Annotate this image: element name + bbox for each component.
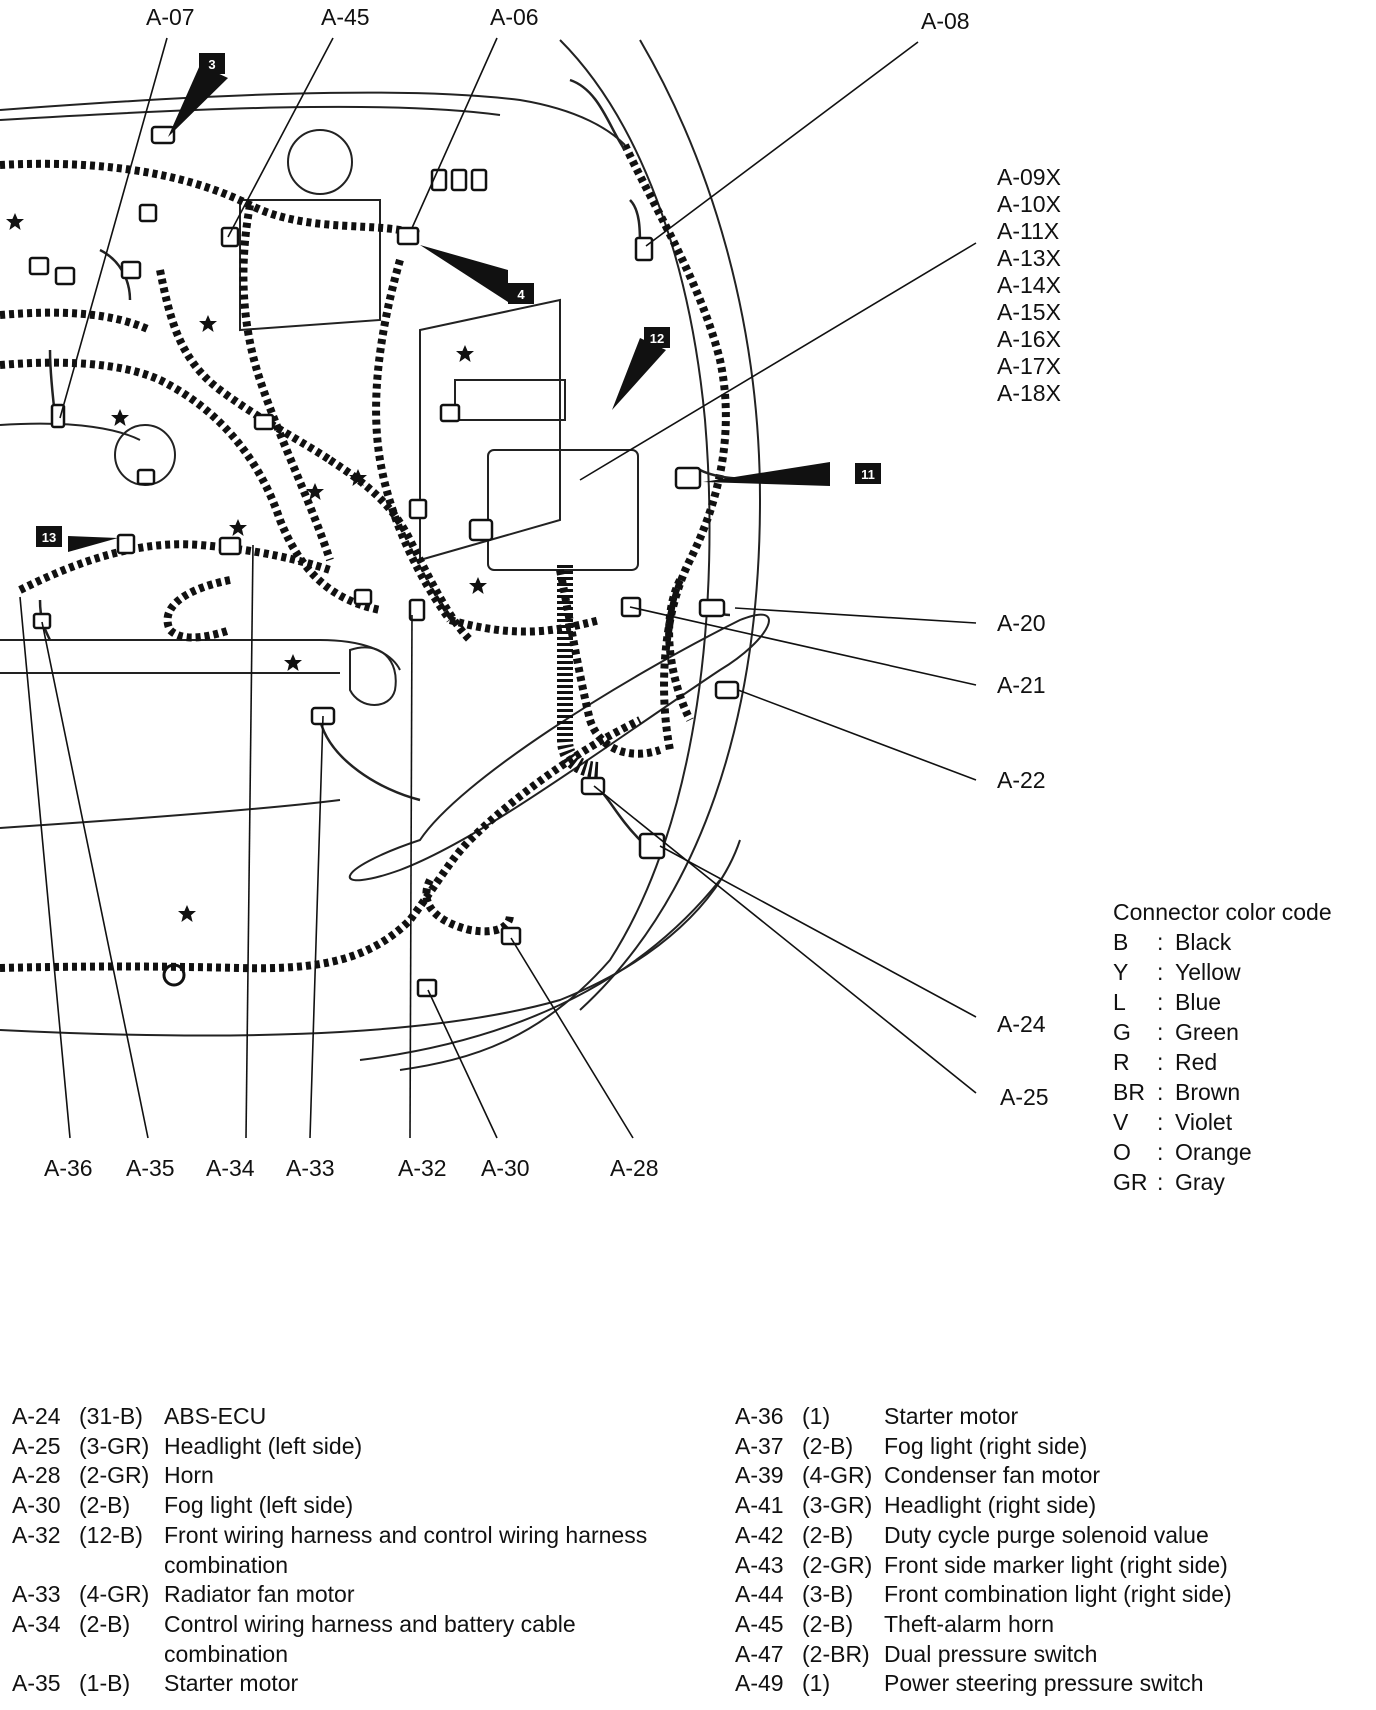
callout-a35: A-35 [126,1155,175,1181]
legend-row [735,1521,1304,1551]
color-code-row [1113,957,1332,987]
callout-a32: A-32 [398,1155,447,1181]
callout-a22: A-22 [997,767,1046,793]
thin-wires [40,80,780,840]
callout-a30: A-30 [481,1155,530,1181]
legend-desc: Front side marker light (right side) [884,1551,1228,1578]
legend-spec: (31-B) [79,1403,143,1429]
legend-spec: (12-B) [79,1521,143,1548]
legend-spec: (3-GR) [79,1432,150,1459]
color-sep: : [1157,1109,1164,1135]
legend-id: A-41 [735,1492,784,1519]
legend-spec: (4-GR) [802,1462,873,1489]
legend-row [12,1669,664,1699]
flag-12: 12 [649,331,665,346]
callout-a07: A-07 [146,4,195,30]
legend-row [735,1402,1304,1432]
color-sep: : [1157,1049,1164,1075]
color-code: O [1113,1139,1131,1165]
legend-id: A-34 [12,1610,61,1637]
legend-row [735,1640,1304,1670]
flag-13: 13 [41,530,57,545]
callout-a21: A-21 [997,672,1046,698]
color-name: Brown [1175,1079,1241,1105]
callout-a11x: A-11X [997,218,1060,244]
legend-row [12,1491,664,1521]
callout-a14x: A-14X [997,272,1061,298]
legend-row [735,1610,1304,1640]
legend-id: A-30 [12,1492,61,1519]
legend-spec: (2-GR) [79,1462,150,1489]
legend-desc: ABS-ECU [164,1403,267,1429]
callout-a17x: A-17X [997,353,1061,379]
legend-desc: Starter motor [164,1670,299,1697]
flag-11: 11 [861,467,875,482]
color-name: Blue [1175,989,1222,1015]
color-sep: : [1157,959,1164,985]
legend-row [12,1580,664,1610]
legend-row [12,1432,664,1462]
legend-spec: (2-B) [802,1432,854,1459]
legend-desc: Radiator fan motor [164,1581,355,1608]
color-name: Orange [1175,1139,1252,1165]
callout-a28: A-28 [610,1155,659,1181]
color-name: Violet [1175,1109,1233,1135]
legend-row [735,1461,1304,1491]
legend-id: A-36 [735,1403,784,1429]
callout-a06: A-06 [490,4,539,30]
color-name: Black [1175,929,1232,955]
color-sep: : [1157,1019,1164,1045]
legend-desc: Fog light (left side) [164,1492,354,1519]
color-name: Green [1175,1019,1239,1045]
color-sep: : [1157,1169,1164,1195]
callout-a15x: A-15X [997,299,1061,325]
color-code-row [1113,1137,1332,1167]
legend-id: A-32 [12,1521,61,1548]
legend-spec: (3-B) [802,1581,854,1608]
legend-desc: Front wiring harness and control wiring harness combination [164,1521,648,1578]
legend-spec: (1) [802,1403,831,1429]
color-sep: : [1157,1139,1164,1165]
legend-spec: (1-B) [79,1670,131,1697]
legend-row [735,1491,1304,1521]
color-code: GR [1113,1169,1148,1195]
connector-legend-right [735,1402,1304,1699]
callout-a34: A-34 [206,1155,255,1181]
legend-row [12,1610,664,1669]
legend-desc: Power steering pressure switch [884,1670,1204,1697]
flag-markers [68,65,830,552]
callout-a13x: A-13X [997,245,1061,271]
color-sep: : [1157,929,1164,955]
legend-id: A-25 [12,1432,61,1459]
legend-spec: (2-B) [79,1610,131,1637]
callout-a10x: A-10X [997,191,1061,217]
legend-id: A-24 [12,1403,61,1429]
color-name: Yellow [1175,959,1241,985]
color-code: B [1113,929,1129,955]
legend-row [12,1402,664,1432]
callout-a09x: A-09X [997,164,1061,190]
legend-spec: (3-GR) [802,1492,873,1519]
callout-a36: A-36 [44,1155,93,1181]
legend-id: A-43 [735,1551,784,1578]
color-code-row [1113,1047,1332,1077]
legend-id: A-42 [735,1521,784,1548]
legend-id: A-45 [735,1610,784,1637]
legend-row [735,1580,1304,1610]
color-name: Gray [1175,1169,1225,1195]
legend-desc: Dual pressure switch [884,1640,1098,1667]
connectors [30,127,738,996]
callout-a16x: A-16X [997,326,1061,352]
color-name: Red [1175,1049,1218,1075]
flag-3: 3 [208,57,216,72]
legend-row [735,1669,1304,1699]
color-code-row [1113,1017,1332,1047]
callout-a08: A-08 [921,8,970,34]
callout-a25: A-25 [1000,1084,1049,1110]
color-code: G [1113,1019,1131,1045]
legend-desc: Headlight (left side) [164,1432,363,1459]
color-code: BR [1113,1079,1145,1105]
legend-spec: (2-GR) [802,1551,873,1578]
legend-row [735,1432,1304,1462]
color-code: R [1113,1049,1130,1075]
legend-desc: Front combination light (right side) [884,1581,1232,1608]
legend-id: A-35 [12,1670,61,1697]
color-sep: : [1157,1079,1164,1105]
callout-a20: A-20 [997,610,1046,636]
color-code: V [1113,1109,1129,1135]
color-code-row [1113,1107,1332,1137]
legend-id: A-33 [12,1581,61,1608]
legend-spec: (2-BR) [802,1640,870,1667]
legend-row [12,1521,664,1580]
legend-id: A-39 [735,1462,784,1489]
color-code: Y [1113,959,1129,985]
callout-a33: A-33 [286,1155,335,1181]
legend-id: A-44 [735,1581,784,1608]
connector-color-code [1113,897,1332,1197]
legend-desc: Control wiring harness and battery cable combination [164,1610,576,1667]
legend-id: A-37 [735,1432,784,1459]
color-code-row [1113,1167,1332,1197]
callout-a18x: A-18X [997,380,1061,406]
color-code: L [1113,989,1126,1015]
legend-id: A-28 [12,1462,61,1489]
legend-spec: (1) [802,1670,831,1697]
color-code-row [1113,1077,1332,1107]
legend-id: A-49 [735,1670,784,1697]
color-sep: : [1157,989,1164,1015]
legend-spec: (2-B) [802,1610,854,1637]
color-code-title: Connector color code [1113,899,1332,925]
legend-desc: Condenser fan motor [884,1462,1101,1489]
legend-desc: Fog light (right side) [884,1432,1088,1459]
flag-4: 4 [517,287,525,302]
legend-spec: (2-B) [79,1492,131,1519]
legend-id: A-47 [735,1640,784,1667]
legend-desc: Horn [164,1462,214,1489]
legend-desc: Starter motor [884,1403,1019,1429]
callout-a24: A-24 [997,1011,1046,1037]
color-code-row [1113,987,1332,1017]
legend-row [735,1551,1304,1581]
color-code-row [1113,927,1332,957]
legend-desc: Theft-alarm horn [884,1610,1055,1637]
legend-spec: (2-B) [802,1521,854,1548]
legend-desc: Headlight (right side) [884,1492,1097,1519]
connector-legend-left [12,1402,664,1699]
ecu-connector-group [997,164,1061,407]
wiring-harness [0,145,726,968]
legend-row [12,1461,664,1491]
legend-desc: Duty cycle purge solenoid value [884,1521,1209,1548]
callout-a45: A-45 [321,4,370,30]
legend-spec: (4-GR) [79,1581,150,1608]
